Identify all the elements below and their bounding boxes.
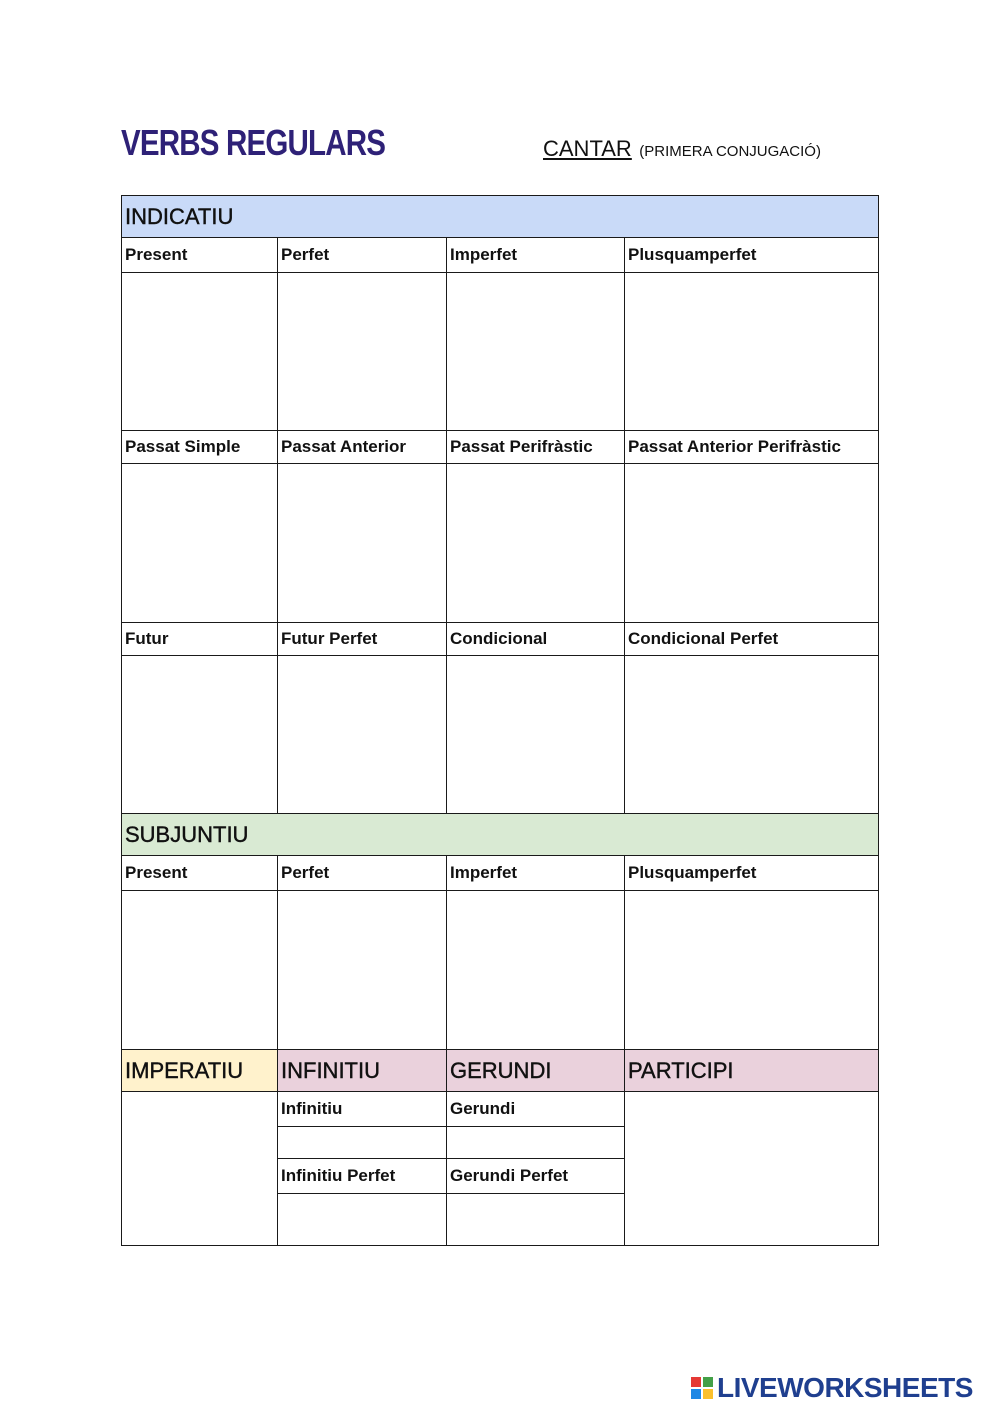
- tense-label: Present: [122, 238, 278, 273]
- page-title: VERBS REGULARS: [121, 122, 386, 163]
- answer-box[interactable]: [122, 891, 278, 1050]
- answer-box[interactable]: [447, 656, 625, 814]
- tense-label: Perfet: [278, 238, 447, 273]
- infinitiu-heading: INFINITIU: [278, 1050, 447, 1092]
- answer-box[interactable]: [278, 273, 447, 431]
- answer-box[interactable]: [625, 656, 879, 814]
- tense-label: Futur Perfet: [278, 623, 447, 656]
- tense-label: Condicional: [447, 623, 625, 656]
- conjugation-table: [121, 195, 879, 1246]
- imperatiu-heading: IMPERATIU: [122, 1050, 278, 1092]
- tense-label: Passat Anterior Perifràstic: [625, 431, 879, 464]
- participi-answer-box[interactable]: [625, 1092, 879, 1246]
- verb-name: CANTAR: [543, 136, 632, 161]
- answer-box[interactable]: [447, 464, 625, 623]
- logo-block: [691, 1377, 701, 1387]
- tense-label: Plusquamperfet: [625, 856, 879, 891]
- answer-box[interactable]: [278, 656, 447, 814]
- answer-box[interactable]: [278, 464, 447, 623]
- tense-label: Futur: [122, 623, 278, 656]
- gerundi-answer-box[interactable]: [447, 1127, 625, 1159]
- subjuntiu-heading: SUBJUNTIU: [122, 814, 879, 856]
- infinitiu-answer-box[interactable]: [278, 1127, 447, 1159]
- infinitiu-perfet-label: Infinitiu Perfet: [278, 1159, 447, 1194]
- logo-blocks-icon: [691, 1377, 713, 1399]
- answer-box[interactable]: [625, 273, 879, 431]
- tense-label: Plusquamperfet: [625, 238, 879, 273]
- participi-heading: PARTICIPI: [625, 1050, 879, 1092]
- indicatiu-heading: INDICATIU: [122, 196, 879, 238]
- logo-text: LIVEWORKSHEETS: [717, 1372, 973, 1403]
- gerundi-perfet-label: Gerundi Perfet: [447, 1159, 625, 1194]
- infinitiu-label: Infinitiu: [278, 1092, 447, 1127]
- gerundi-label: Gerundi: [447, 1092, 625, 1127]
- imperatiu-answer-box[interactable]: [122, 1092, 278, 1246]
- answer-box[interactable]: [122, 464, 278, 623]
- tense-label: Passat Perifràstic: [447, 431, 625, 464]
- gerundi-heading: GERUNDI: [447, 1050, 625, 1092]
- logo-block: [703, 1377, 713, 1387]
- liveworksheets-logo: [691, 1372, 973, 1404]
- answer-box[interactable]: [122, 273, 278, 431]
- verb-conjugation-note: (PRIMERA CONJUGACIÓ): [639, 143, 821, 160]
- tense-label: Passat Anterior: [278, 431, 447, 464]
- answer-box[interactable]: [447, 891, 625, 1050]
- tense-label: Present: [122, 856, 278, 891]
- answer-box[interactable]: [447, 273, 625, 431]
- answer-box[interactable]: [625, 464, 879, 623]
- tense-label: Imperfet: [447, 856, 625, 891]
- logo-block: [691, 1389, 701, 1399]
- logo-block: [703, 1389, 713, 1399]
- answer-box[interactable]: [122, 656, 278, 814]
- answer-box[interactable]: [278, 891, 447, 1050]
- verb-heading: [543, 136, 821, 162]
- tense-label: Imperfet: [447, 238, 625, 273]
- answer-box[interactable]: [625, 891, 879, 1050]
- tense-label: Condicional Perfet: [625, 623, 879, 656]
- gerundi-perfet-answer-box[interactable]: [447, 1194, 625, 1246]
- tense-label: Passat Simple: [122, 431, 278, 464]
- tense-label: Perfet: [278, 856, 447, 891]
- infinitiu-perfet-answer-box[interactable]: [278, 1194, 447, 1246]
